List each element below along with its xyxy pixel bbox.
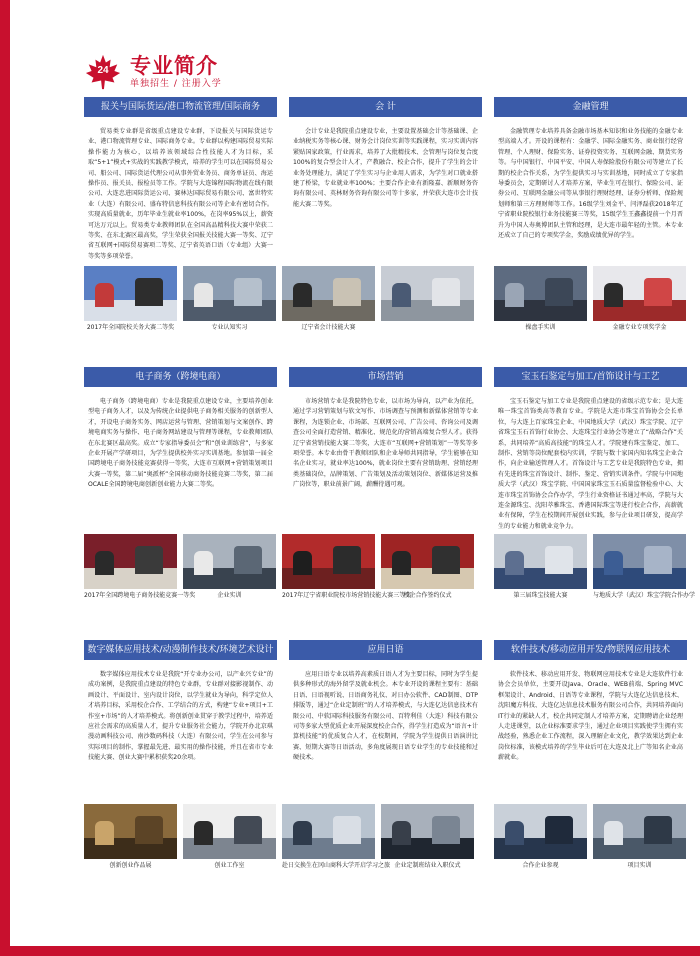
photo-group-outdoor [282, 266, 375, 321]
maple-leaf-logo-icon [84, 53, 122, 91]
section-body: 宝玉石鉴定与加工专业是我院重点建设的省级示范专业；是大连唯一珠宝首饰类高等教育专业。学院是大连市珠宝首饰协会会长单位，与大连上百家珠宝企业、中国地质大学（武汉）珠宝学院、辽宁省珠宝玉石首饰行业协会、大连珠宝行业协会等建立了“战略合作”关系，共同培养“高质高技能”的珠宝人才。学院建有珠宝鉴定、加工、制作、营销等岗位配套校内实训，学院与数十家国内知名珠宝企业合作，向企业输送管理人才。首饰设计与工艺专业是我院特色专业，拥有先进的珠宝首饰设计、制作、鉴定、营销实训条件。学院与中国地质大学（武汉）珠宝学院、中国国家珠宝玉石质量监督检验中心、大连市珠宝首饰协会合作办学，学生行业资格证书通过率高，学院与大连金源珠宝、沈阳萃雅珠宝、香港国际珠宝等进行校企合作，高薪就业有保障，学生在校期间开展创业实践，参与企业项目研发，提高学生的专业能力和就业竞争力。 [498, 398, 683, 530]
photo-startup-studio [183, 804, 276, 859]
photo-caption: 企业实训 [217, 592, 242, 599]
left-accent-bar [0, 0, 10, 956]
photo-caption: 合作企业参观 [522, 862, 559, 869]
section-finance [494, 97, 687, 267]
photo-caption: 创业工作室 [214, 862, 245, 869]
photo-card [381, 804, 474, 870]
section-international-trade [84, 97, 277, 267]
photo-caption: 2017年全国跨境电子商务技能竞赛一等奖 [84, 592, 196, 599]
section-title: 金融管理 [494, 97, 687, 117]
section-ecommerce [84, 367, 277, 522]
photo-card [381, 534, 474, 600]
photo-work-exhibition [84, 804, 177, 859]
photo-graduation-ceremony [381, 804, 474, 859]
section-body: 金融管理专业培养具备金融市场基本知识和业务技能的金融专业型高端人才。开设的课程有：金融学、国际金融实务、商业银行经营管理、个人理财、保险实务、证券投资实务、互联网金融、期货实务等。与中国银行、中国平安、中国人寿保险股份有限公司等建立了长期的校企合作关系，为学生提供实习与实训基地，同时成立了专家指导委员会，定期研讨人才培养方案，毕业生可在银行、保险公司、证券公司、互联网金融公司等从事银行理财经理、证券分析师、保险规划师和第三方理财师等工作。16级学生刘金平、闫泽磊获2018年辽宁省职业院校银行业务技能赛三等奖，15级学生王鑫鑫提前一个月晋升为中国人寿奥博团队主管和经理，是大连市最年轻的主管。本专业还成立了自己的专项奖学金，奖励成绩优异的学生。 [498, 128, 683, 240]
photo-card [84, 534, 196, 600]
photo-card [84, 266, 177, 332]
section-japanese [289, 640, 482, 804]
section-body: 软件技术、移动应用开发、物联网应用技术专业是大连软件行业协会会员单位，主要开设Java、Oracle、WEB前端、Spring MVC框架设计、Android、日语等专业课程，学院与大连亿达信息技术、沈阳魔方科技、大连亿达信息技术服务有限公司合作，共同培养面向IT行业的紧缺人才，校企共同定制人才培养方案，定期聘请企业经理人走进课堂，以企业标准要求学生，通过企业项目实践使学生拥有实战经验，熟悉企业工作流程，深入理解企业文化，教学效果达到企业岗位标准，该模式培养的学生毕业后可在大连及北上广等知名企业高薪就业。 [498, 671, 683, 762]
photo-company-visit [494, 804, 587, 859]
photo-card [282, 266, 375, 332]
section-title: 宝玉石鉴定与加工/首饰设计与工艺 [494, 367, 687, 387]
photo-caption: 专业认知实习 [211, 324, 248, 331]
section-software [494, 640, 687, 804]
photo-row-3 [84, 804, 474, 870]
section-digital-media [84, 640, 277, 804]
photo-caption: 项目实训 [627, 862, 652, 869]
section-title: 数字媒体应用技术/动漫制作技术/环境艺术设计 [84, 640, 277, 660]
section-marketing [289, 367, 482, 522]
photo-row-1 [84, 266, 474, 332]
photo-caption: 赴日交换生在冈山商科大学开启学习之旅 [282, 862, 391, 869]
photo-enterprise-training [183, 534, 276, 589]
photo-card [183, 534, 276, 600]
page-title: 专业简介 [130, 54, 218, 78]
photo-row-3-software [494, 804, 686, 870]
section-title: 软件技术/移动应用开发/物联网应用技术 [494, 640, 687, 660]
photo-exchange-students [282, 804, 375, 859]
page-subtitle: 单独招生 / 注册入学 [130, 79, 222, 89]
photo-signing-ceremony [381, 534, 474, 589]
photo-card [494, 534, 587, 600]
section-jewelry [494, 367, 687, 530]
section-body: 数字媒体应用技术专业是我院“开专业办公司，以产业兴专业”的成功案例，是我院重点建设的特色专业群，专业群对接影视制作、动画设计、平面设计、室内设计岗位，以学生就业为导向，科学定位人才培养目标，采用校企合作、工学结合的方式，构建“专业+项目+工作室+市场”的人才培养模式。将创新创业贯穿于教学过程中，培养适应社会需求的高质量人才，提升专业服务社会能力，学院开办北京琪漫动画科技公司、南沙数码科技（大连）有限公司，学生在公司参与实际项目的制作，掌握最先进、最实用的操作技能，并且在省市专业技能大赛、创业大赛中累积获奖20余项。 [88, 671, 273, 762]
section-title: 电子商务（跨境电商） [84, 367, 277, 387]
photo-caption: 与地质大学（武汉）珠宝学院合作办学 [593, 592, 696, 599]
bottom-accent-bar [0, 946, 700, 956]
photo-card [593, 534, 696, 600]
section-body: 会计专业是我院重点建设专业，主要设置基础会计等基础课、企业纳税实务等核心课、财务会计岗位实训等实践课程，实习实训内容紧贴国家政策，行业需求，培养了大批精技术、会管理与岗位复合度100%的复合型会计人才，产教融合、校企合作，提升了学生的会计业务处理能力，满足了学生实习与企业用人需求，为学生对口就业搭建了桥梁，专业就业率100%；主要合作企业有新隆嘉、新顺财务咨询有限公司、英林财务咨询有限公司等十多家，并荣获大连市会计技能大赛二等奖。 [293, 128, 478, 208]
photo-card [593, 804, 686, 870]
photo-university-cooperation [593, 534, 686, 589]
section-title: 应用日语 [289, 640, 482, 660]
photo-scholarship [593, 266, 686, 321]
logo-number: 24 [97, 65, 109, 76]
photo-training-room [381, 266, 474, 321]
section-body: 应用日语专业以培养高素质日语人才为主要目标，同时为学生提供多种形式的海外留学及就业机会。本专业开设的课程主要有：基础日语、日语视听说、日语商务礼仪、对日办公软件、CAD制图、DTP排版等，通过“企业定制班”的人才培养模式，与大连亿达信息技术有限公司、中软国际科技服务有限公司、百特利佳（大连）科技有限公司等多家大型优质企业开展深度校企合作，得学生打造成为“语言+计算机技能”的优质复合人才，在校期间，学院为学生提供日语演讲比赛、短期大赛等日语活动，多角度展现日语专业学生的专业技能和过硬技术。 [293, 671, 478, 762]
photo-award-ceremony [84, 266, 177, 321]
photo-card [183, 266, 276, 332]
page-header [84, 50, 222, 94]
photo-card [84, 804, 177, 870]
photo-caption: 创新创业作品展 [109, 862, 152, 869]
section-body: 贸易类专业群是省级重点建设专业群，下设报关与国际货运专业、港口物流管理专业、国际商务专业。专业群以构建国际贸易实际操作能力为核心，以培养该领域综合性技能人才为目标，采取“5+1”模式+实战的实践教学模式，培养的学生可以在国际贸易公司、船公司、国际货运代理公司从事外贸业务员、商务单证员、海运操作员、报关员、报检员等工作。学院与大连锦程国际物流在线有限公司、大连忠进国际货运公司、赛林达国际贸易有限公司、富世特实业（大连）有限公司、盛布特信息科技有限公司等企业有密切合作。实现高质量就业，历年毕业生就业率100%，在岗率95%以上，薪资可达万元以上。贸易类专业教师团队在全国高品精科技大赛中荣获二等奖、在东北赛区最高奖，学生荣获全国报关技能大赛一等奖、辽宁省互联网+国际贸易赛项二等奖、辽宁省英语口语（专业组）大赛一等奖等多项荣誉。 [88, 128, 273, 260]
photo-caption: 操盘手实训 [525, 324, 556, 331]
photo-caption: 第三届珠宝技能大赛 [513, 592, 568, 599]
section-accounting [289, 97, 482, 267]
photo-trading-lab [494, 266, 587, 321]
photo-card [282, 804, 391, 870]
section-body: 市场营销专业是我院特色专业，以市场为导向，以产业为依托，通过学习营销策划与软文写作、市场调查与预测和新媒体营销等专业课程，为连锁企业、市场部、互联网公司、广告公司、咨询公司及调查公司全面打造营销、精准化、规范化的营销高端复合型人才。获得辽宁省营销技能大赛二等奖，大连市“互联网+营销策划”一等奖等多项荣誉。本专业由骨干教师团队和企业导师共同指导，学生能够在知名企业实习，就业率达100%，就业岗位主要有营销助理、营销经理类基础岗位，品牌策划、广告策划及活动策划岗位、新媒体运营及推广岗位等，职业前景广阔，薪酬待遇可观。 [293, 398, 478, 489]
photo-caption: 辽宁省会计技能大赛 [301, 324, 356, 331]
photo-jewelry-contest [494, 534, 587, 589]
section-body: 电子商务（跨境电商）专业是我院重点建设专业，主要培养创业型电子商务人才，以及为传统企业提供电子商务相关服务的创新型人才，开设电子商务实务、网店运营与管理、营销策划与文案创作、跨境电商实务与操作、电子商务网站建设与管理等课程，专业教师团队在东北赛区最高奖。成立“专家指导委员会”和“创业训练营”，与多家企业开展产学研项目，为学生提供校外实习实训基地。参加第一届全国跨境电子商务技能竞赛获得一等奖，大连市互联网+营销策划项目大赛一等奖，第二届“奥派杯”全国移动商务技能竞赛二等奖，第二届OCALE全国跨境电商创新创业能力大赛二等奖。 [88, 398, 273, 489]
photo-card [381, 266, 474, 332]
photo-row-1-finance [494, 266, 686, 332]
photo-competition-award [84, 534, 177, 589]
photo-card [183, 804, 276, 870]
photo-marketing-contest [282, 534, 375, 589]
photo-row-2 [84, 534, 474, 600]
photo-card [494, 266, 587, 332]
photo-card [494, 804, 587, 870]
photo-caption: 2017年全国院校关务大赛二等奖 [86, 324, 175, 331]
photo-caption: 校企合作签约仪式 [403, 592, 452, 599]
section-title: 市场营销 [289, 367, 482, 387]
section-title: 会 计 [289, 97, 482, 117]
photo-caption: 金融专业专项奖学金 [612, 324, 667, 331]
photo-card [593, 266, 686, 332]
photo-row-2-jewelry [494, 534, 696, 600]
photo-caption: 企业定制班结业入职仪式 [394, 862, 461, 869]
photo-card [282, 534, 412, 600]
section-title: 报关与国际货运/港口物流管理/国际商务 [84, 97, 277, 117]
photo-caption: 2017年辽宁省职业院校市场营销技能大赛三等奖 [282, 592, 412, 599]
photo-classroom [183, 266, 276, 321]
photo-project-training [593, 804, 686, 859]
